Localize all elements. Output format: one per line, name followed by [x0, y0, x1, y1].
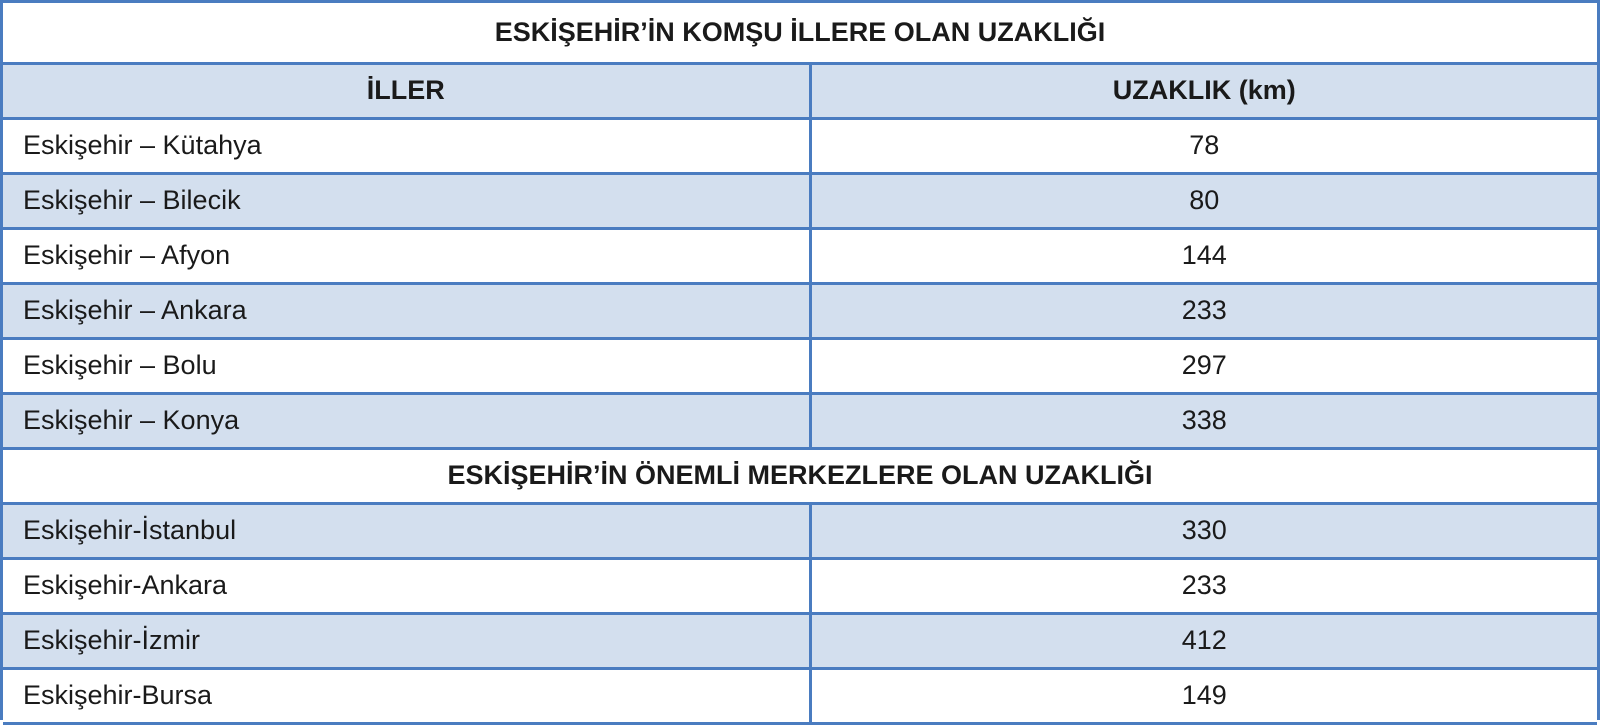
section-title-row — [3, 448, 1597, 503]
table-row — [3, 118, 1597, 173]
distance-cell: 80 — [810, 173, 1597, 228]
table-row — [3, 338, 1597, 393]
table-row — [3, 173, 1597, 228]
distance-table — [3, 3, 1597, 725]
distance-cell: 144 — [810, 228, 1597, 283]
column-header-provinces: İLLER — [3, 63, 810, 118]
column-header-distance: UZAKLIK (km) — [810, 63, 1597, 118]
route-cell: Eskişehir – Konya — [3, 393, 810, 448]
table-row — [3, 228, 1597, 283]
table-row — [3, 558, 1597, 613]
distance-cell: 297 — [810, 338, 1597, 393]
route-cell: Eskişehir – Afyon — [3, 228, 810, 283]
route-cell: Eskişehir – Bolu — [3, 338, 810, 393]
distance-cell: 330 — [810, 503, 1597, 558]
section-title: ESKİŞEHİR’İN ÖNEMLİ MERKEZLERE OLAN UZAKLIĞI — [3, 448, 1597, 503]
table-title: ESKİŞEHİR’İN KOMŞU İLLERE OLAN UZAKLIĞI — [3, 3, 1597, 63]
table-row — [3, 393, 1597, 448]
table-row — [3, 668, 1597, 723]
distance-cell: 149 — [810, 668, 1597, 723]
route-cell: Eskişehir-İstanbul — [3, 503, 810, 558]
table-row — [3, 503, 1597, 558]
route-cell: Eskişehir-Bursa — [3, 668, 810, 723]
route-cell: Eskişehir – Bilecik — [3, 173, 810, 228]
distance-cell: 233 — [810, 283, 1597, 338]
distance-cell: 338 — [810, 393, 1597, 448]
route-cell: Eskişehir – Ankara — [3, 283, 810, 338]
route-cell: Eskişehir-Ankara — [3, 558, 810, 613]
table-header-row — [3, 63, 1597, 118]
table-row — [3, 283, 1597, 338]
distance-cell: 78 — [810, 118, 1597, 173]
route-cell: Eskişehir-İzmir — [3, 613, 810, 668]
route-cell: Eskişehir – Kütahya — [3, 118, 810, 173]
distance-cell: 233 — [810, 558, 1597, 613]
distance-cell: 412 — [810, 613, 1597, 668]
table-title-row — [3, 3, 1597, 63]
table-row — [3, 613, 1597, 668]
